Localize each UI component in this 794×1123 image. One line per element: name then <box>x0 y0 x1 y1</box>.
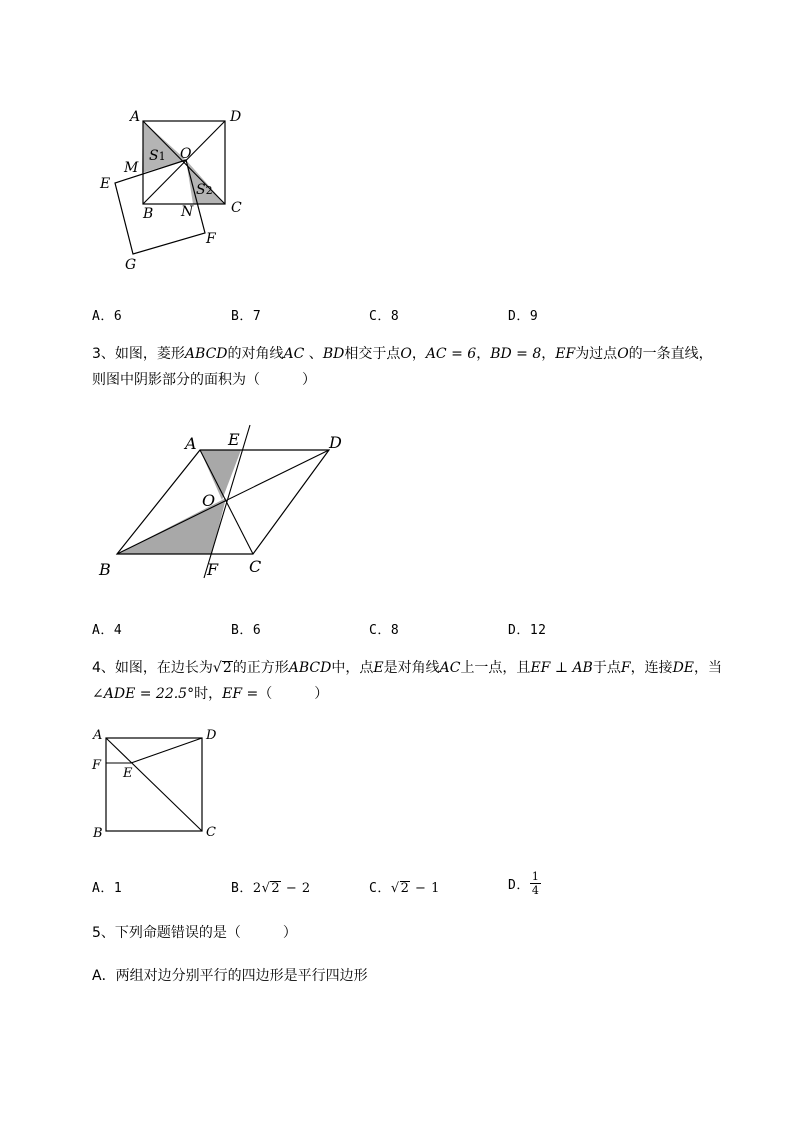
diagonal-ac <box>106 738 202 831</box>
label-B: B <box>93 826 103 841</box>
q3-figure <box>90 420 360 590</box>
q3-stem-line2: 则图中阴影部分的面积为（ ） <box>92 372 316 388</box>
label-D: D <box>230 109 242 125</box>
q2-option-d[interactable]: D．9 <box>508 309 539 324</box>
label-G: G <box>125 257 137 273</box>
q3-option-b[interactable]: B．6 <box>231 623 262 638</box>
q5-option-a[interactable]: A．两组对边分别平行的四边形是平行四边形 <box>92 968 368 984</box>
label-A: A <box>93 728 103 743</box>
q2-figure <box>90 100 260 280</box>
segment-de <box>131 738 202 763</box>
label-C: C <box>249 557 262 576</box>
label-A: A <box>130 109 141 125</box>
label-E: E <box>100 176 111 192</box>
q2-option-a[interactable]: A．6 <box>92 309 123 324</box>
q4-stem-line2: ∠ADE = 22.5°时，EF =（ ） <box>92 686 329 702</box>
label-M: M <box>124 160 139 176</box>
label-N: N <box>181 204 194 220</box>
label-F: F <box>206 231 216 247</box>
label-D: D <box>329 433 342 452</box>
label-E: E <box>123 766 133 781</box>
label-B: B <box>143 206 154 222</box>
label-S1: S1 <box>149 148 166 164</box>
q4-option-c[interactable]: C．√2 − 1 <box>369 881 440 896</box>
q3-option-a[interactable]: A．4 <box>92 623 123 638</box>
label-A: A <box>185 434 197 453</box>
q3-option-c[interactable]: C．8 <box>369 623 400 638</box>
label-E: E <box>228 430 240 449</box>
q4-stem-line1: 4、如图，在边长为√2的正方形ABCD中，点E是对角线AC上一点，且EF ⊥ AB于点F，连接DE，当 <box>92 660 723 676</box>
label-O: O <box>202 491 216 510</box>
q2-option-b[interactable]: B．7 <box>231 309 262 324</box>
label-F: F <box>207 560 219 579</box>
q3-stem-line1: 3、如图，菱形ABCD的对角线AC 、BD相交于点O，AC = 6，BD = 8，EF为过点O的一条直线， <box>92 346 713 362</box>
q4-option-a[interactable]: A．1 <box>92 881 123 896</box>
q4-figure <box>88 725 228 845</box>
label-F: F <box>92 758 102 773</box>
label-O: O <box>180 146 192 162</box>
label-C: C <box>231 200 242 216</box>
label-C: C <box>206 825 216 840</box>
q3-option-d[interactable]: D．12 <box>508 623 547 638</box>
fraction: $\frac{1}{4}$ <box>531 870 540 897</box>
label-B: B <box>99 560 111 579</box>
q2-option-c[interactable]: C．8 <box>369 309 400 324</box>
q4-option-b[interactable]: B．2√2 − 2 <box>231 881 311 896</box>
q4-option-d[interactable]: D． $\frac{1}{4}$ <box>508 870 540 897</box>
label-S2: S2 <box>196 182 213 198</box>
q5-stem: 5、下列命题错误的是（ ） <box>92 925 297 941</box>
label-D: D <box>206 728 217 743</box>
